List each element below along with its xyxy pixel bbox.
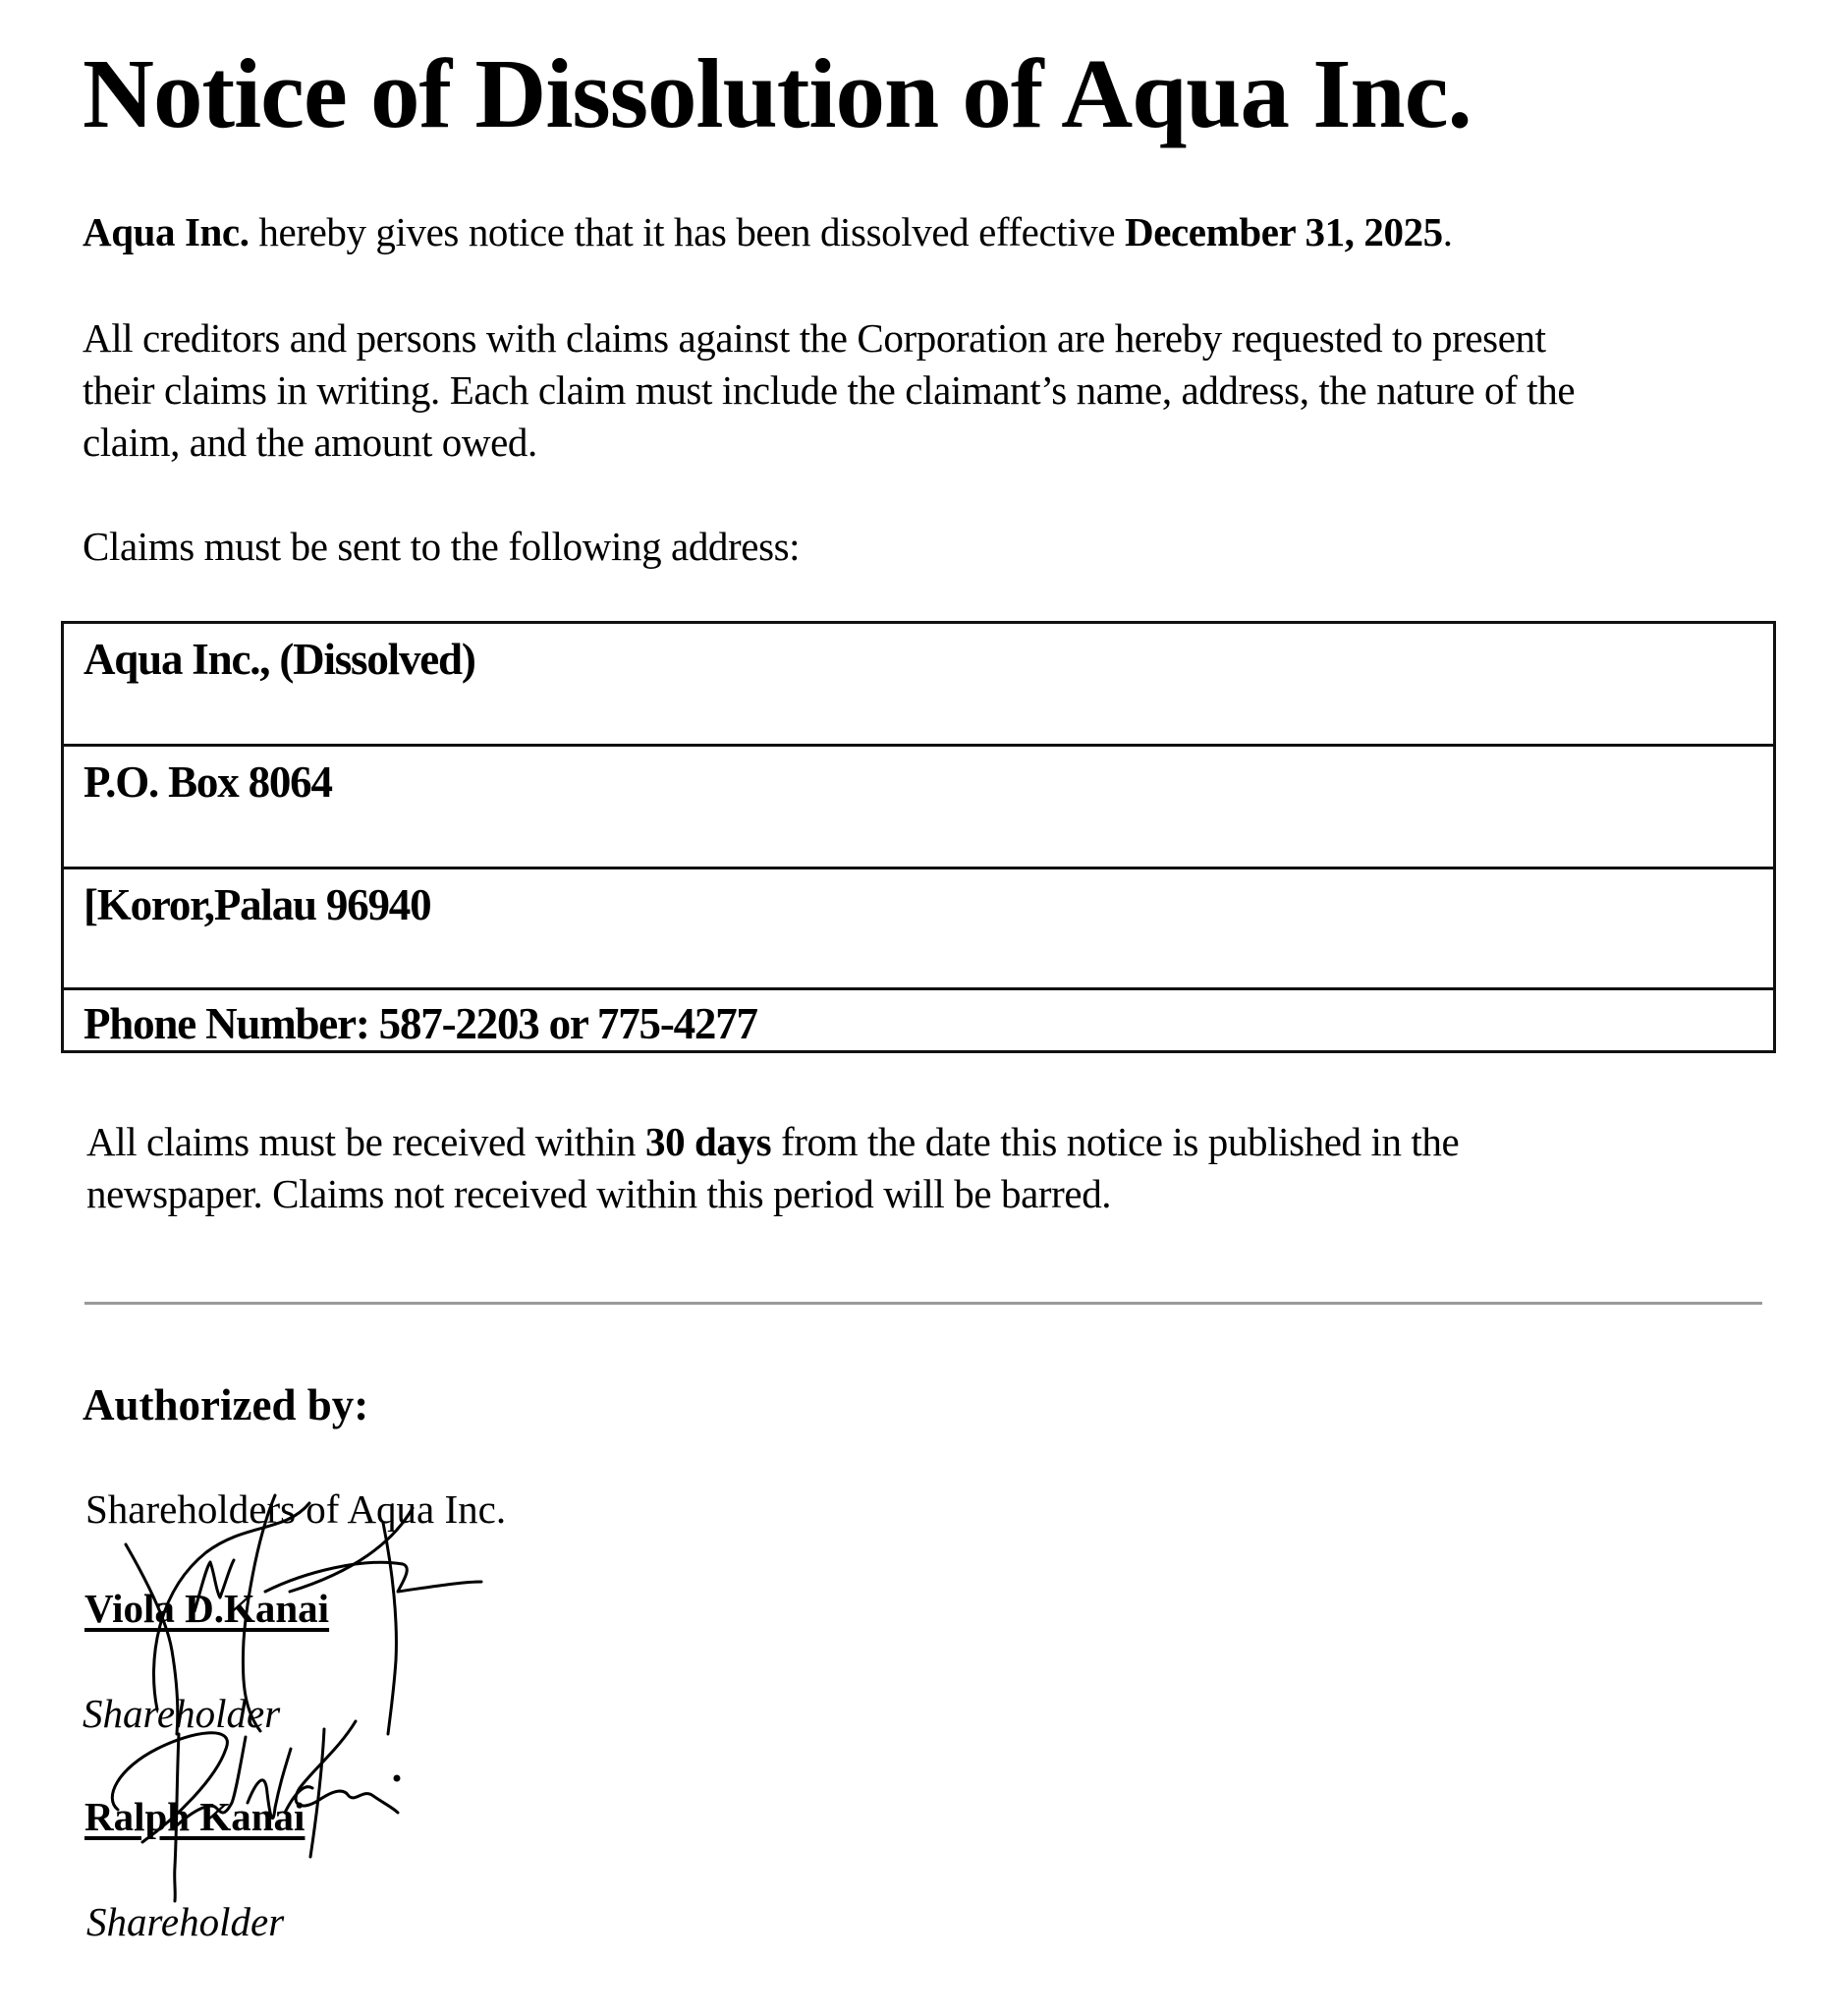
deadline-text: from the date this notice is published in the (771, 1119, 1460, 1164)
signature-ralph (98, 1709, 491, 1906)
deadline-line (86, 1116, 1459, 1168)
statement-end: . (1442, 209, 1453, 254)
company-name: Aqua Inc. (83, 209, 250, 254)
effective-date: December 31, 2025 (1125, 209, 1443, 254)
deadline-text: All claims must be received within (86, 1119, 645, 1164)
section-divider (84, 1302, 1762, 1305)
address-row (64, 869, 1773, 990)
deadline-paragraph (86, 1116, 1459, 1220)
claims-request-paragraph (83, 312, 1575, 469)
address-row (64, 990, 1773, 1053)
claims-request-line: All creditors and persons with claims against the Corporation are hereby requested to present (83, 315, 1546, 361)
address-city: [Koror,Palau 96940 (83, 880, 431, 929)
address-intro: Claims must be sent to the following address: (83, 524, 801, 569)
deadline-period: 30 days (644, 1119, 772, 1164)
address-row (64, 624, 1773, 747)
claims-address-table (61, 621, 1776, 1053)
dissolution-statement (83, 206, 1453, 258)
address-row (64, 747, 1773, 869)
authorized-by-heading: Authorized by: (83, 1380, 369, 1429)
signer-name: Viola D.Kanai (84, 1586, 330, 1631)
address-company: Aqua Inc., (Dissolved) (83, 635, 475, 684)
claims-request-line: claim, and the amount owed. (83, 420, 537, 465)
signer-name: Ralph Kanai (84, 1794, 306, 1839)
claims-request-line: their claims in writing. Each claim must include the claimant’s name, address, the nature of the (83, 367, 1576, 413)
signer-role: Shareholder (86, 1899, 285, 1944)
statement-text: hereby gives notice that it has been dissolved effective (249, 209, 1125, 254)
address-phone: Phone Number: 587-2203 or 775-4277 (83, 999, 757, 1048)
deadline-line: newspaper. Claims not received within this period will be barred. (86, 1171, 1112, 1216)
shareholders-line: Shareholders of Aqua Inc. (85, 1486, 507, 1532)
signer-role: Shareholder (83, 1691, 281, 1736)
page-title: Notice of Dissolution of Aqua Inc. (83, 38, 1472, 148)
address-po-box: P.O. Box 8064 (83, 757, 332, 807)
